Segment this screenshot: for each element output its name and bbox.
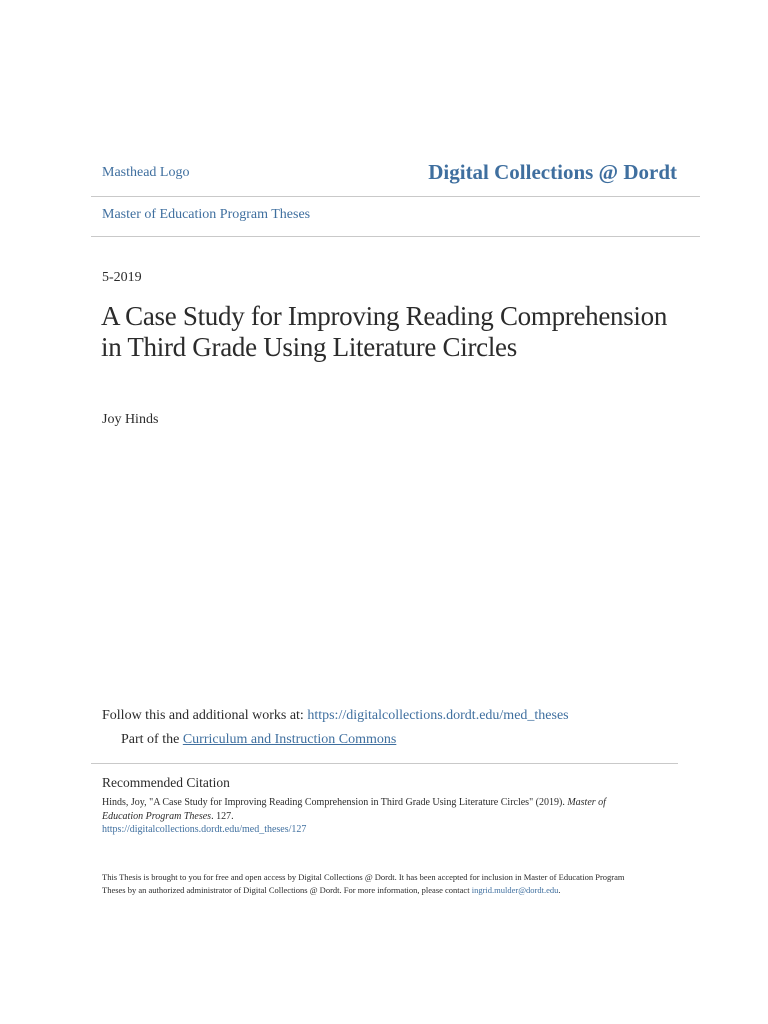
access-notice-end: . (558, 885, 561, 895)
author-name: Joy Hinds (102, 412, 159, 427)
part-of-prefix: Part of the (121, 732, 183, 747)
masthead-logo-link[interactable]: Masthead Logo (102, 165, 190, 180)
follow-url-link[interactable]: https://digitalcollections.dordt.edu/med_theses (307, 708, 569, 723)
series-divider (91, 236, 700, 237)
citation-text (102, 796, 642, 837)
recommended-citation-heading: Recommended Citation (102, 775, 230, 790)
follow-prefix: Follow this and additional works at: (102, 708, 308, 723)
citation-url-link[interactable]: https://digitalcollections.dordt.edu/med_theses/127 (102, 824, 307, 835)
citation-suffix: . 127. (211, 810, 234, 822)
follow-line (102, 708, 569, 724)
citation-prefix: Hinds, Joy, "A Case Study for Improving Reading Comprehension in Third Grade Using Literature Circles" (2019). (102, 797, 568, 808)
series-link[interactable]: Master of Education Program Theses (102, 207, 311, 222)
contact-email-link[interactable]: ingrid.mulder@dordt.edu (471, 885, 559, 895)
publication-date: 5-2019 (102, 270, 142, 285)
access-notice-text: This Thesis is brought to you for free and open access by Digital Collections @ Dordt. It has been accepted for inclusion in Master of Education Program Theses by an authorized administrator of Digital Collections @ Dordt. For more information, please contact (102, 872, 625, 895)
commons-link[interactable]: Curriculum and Instruction Commons (182, 732, 397, 747)
part-of-line (121, 732, 396, 748)
digital-collections-brand-link[interactable]: Digital Collections @ Dordt (428, 160, 677, 184)
citation-series: Master of Education Program Theses (102, 797, 606, 822)
document-title: A Case Study for Improving Reading Comprehension in Third Grade Using Literature Circles (101, 301, 668, 362)
access-notice (102, 871, 647, 897)
citation-divider (91, 763, 678, 764)
header-divider (91, 196, 700, 197)
